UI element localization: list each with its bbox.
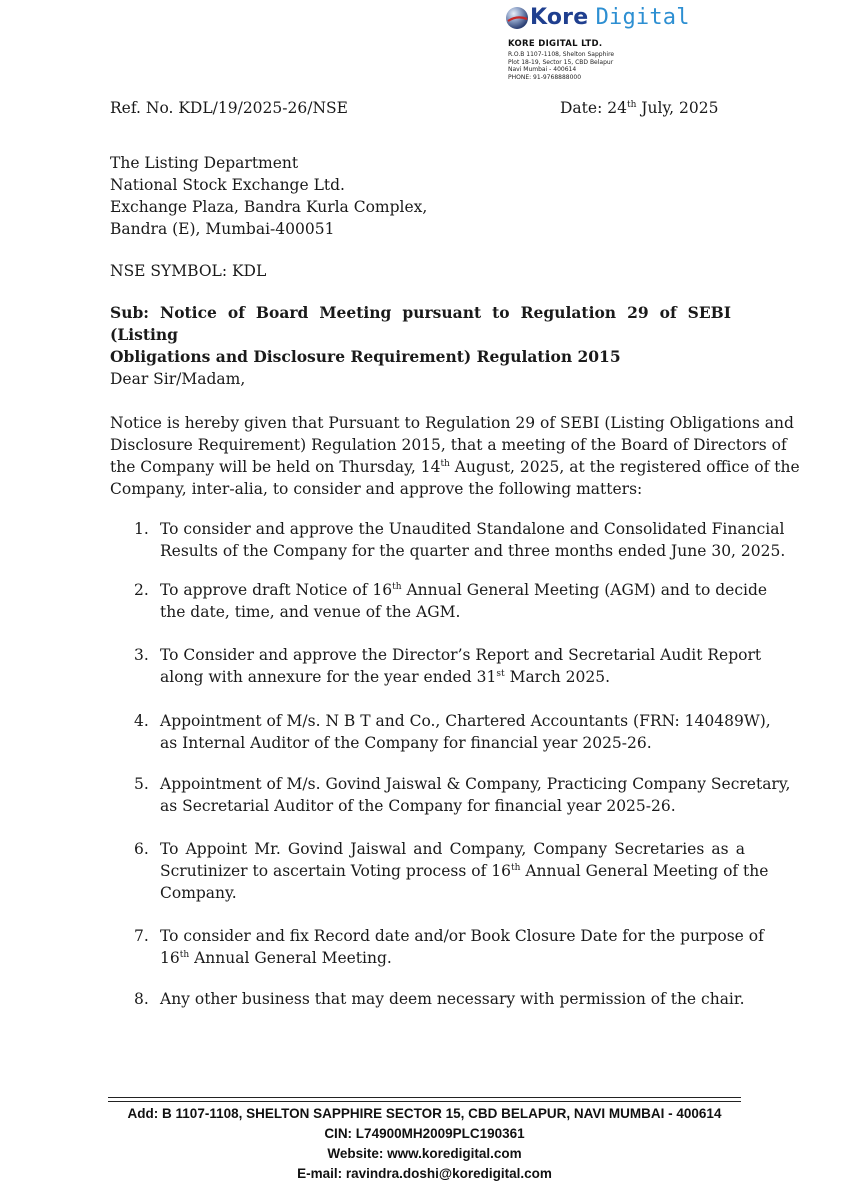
footer	[108, 1104, 741, 1184]
item-number: 2.	[134, 581, 149, 599]
item-text: Scrutinizer to ascertain Voting process of 16th Annual General Meeting of the	[160, 862, 769, 880]
intro-line: Disclosure Requirement) Regulation 2015, that a meeting of the Board of Directors of	[110, 436, 787, 454]
intro-line: Company, inter-alia, to consider and approve the following matters:	[110, 480, 643, 498]
item-text: To Appoint Mr. Govind Jaiswal and Company, Company Secretaries as a	[160, 840, 745, 858]
item-text: the date, time, and venue of the AGM.	[160, 603, 461, 621]
item-number: 4.	[134, 712, 149, 730]
item-text: as Secretarial Auditor of the Company for financial year 2025-26.	[160, 797, 676, 815]
item-text: along with annexure for the year ended 31st March 2025.	[160, 668, 611, 686]
recipient-address	[110, 152, 427, 240]
subject-line-1: Sub: Notice of Board Meeting pursuant to Regulation 29 of SEBI (Listing	[110, 303, 731, 344]
footer-divider	[108, 1101, 741, 1102]
nse-symbol: NSE SYMBOL: KDL	[110, 262, 267, 280]
item-text: Appointment of M/s. N B T and Co., Chartered Accountants (FRN: 140489W),	[160, 712, 771, 730]
footer-email: E-mail: ravindra.doshi@koredigital.com	[297, 1166, 552, 1181]
item-text: Results of the Company for the quarter and three months ended June 30, 2025.	[160, 542, 786, 560]
item-text: as Internal Auditor of the Company for financial year 2025-26.	[160, 734, 652, 752]
item-number: 1.	[134, 520, 149, 538]
item-text: To consider and fix Record date and/or Book Closure Date for the purpose of	[160, 927, 764, 945]
intro-line: Notice is hereby given that Pursuant to Regulation 29 of SEBI (Listing Obligations and	[110, 414, 794, 432]
footer-website: Website: www.koredigital.com	[327, 1146, 522, 1161]
item-text: To consider and approve the Unaudited Standalone and Consolidated Financial	[160, 520, 785, 538]
intro-line: the Company will be held on Thursday, 14th August, 2025, at the registered office of the	[110, 458, 800, 476]
letter-date: Date: 24th July, 2025	[560, 99, 719, 117]
footer-cin: CIN: L74900MH2009PLC190361	[324, 1126, 525, 1141]
reference-number: Ref. No. KDL/19/2025-26/NSE	[110, 99, 348, 117]
item-number: 8.	[134, 990, 149, 1008]
item-number: 7.	[134, 927, 149, 945]
item-text: Appointment of M/s. Govind Jaiswal & Company, Practicing Company Secretary,	[160, 775, 791, 793]
address-line: National Stock Exchange Ltd.	[110, 176, 345, 194]
letterhead-line: R.O.B 1107-1108, Shelton Sapphire	[508, 51, 615, 58]
subject-line-2: Obligations and Disclosure Requirement) Regulation 2015	[110, 347, 621, 366]
item-text: 16th Annual General Meeting.	[160, 949, 392, 967]
address-line: Exchange Plaza, Bandra Kurla Complex,	[110, 198, 428, 216]
letterhead	[505, 5, 690, 86]
brand-kore: Kore	[530, 5, 589, 30]
brand-digital: Digital	[595, 5, 690, 30]
item-number: 3.	[134, 646, 149, 664]
globe-logo-icon	[505, 6, 529, 30]
brand-wordmark	[530, 5, 690, 30]
item-text: Any other business that may deem necessary with permission of the chair.	[160, 990, 745, 1008]
address-line: Bandra (E), Mumbai-400051	[110, 220, 335, 238]
letterhead-phone: PHONE: 91-9768888000	[508, 73, 582, 81]
intro-paragraph	[110, 412, 800, 500]
salutation: Dear Sir/Madam,	[110, 370, 246, 388]
address-line: The Listing Department	[110, 154, 299, 172]
item-text: Company.	[160, 884, 237, 902]
footer-address: Add: B 1107-1108, SHELTON SAPPHIRE SECTOR 15, CBD BELAPUR, NAVI MUMBAI - 400614	[127, 1106, 722, 1121]
letterhead-company-name: KORE DIGITAL LTD.	[508, 39, 603, 49]
footer-divider	[108, 1097, 741, 1098]
letterhead-line: Navi Mumbai - 400614	[508, 66, 577, 74]
letterhead-line: Plot 18-19, Sector 15, CBD Belapur	[508, 58, 614, 66]
subject-line	[110, 302, 731, 368]
item-text: To Consider and approve the Director’s Report and Secretarial Audit Report	[160, 646, 762, 664]
item-text: To approve draft Notice of 16th Annual General Meeting (AGM) and to decide	[160, 581, 768, 599]
item-number: 5.	[134, 775, 149, 793]
letterhead-address	[508, 51, 614, 81]
item-number: 6.	[134, 840, 149, 858]
